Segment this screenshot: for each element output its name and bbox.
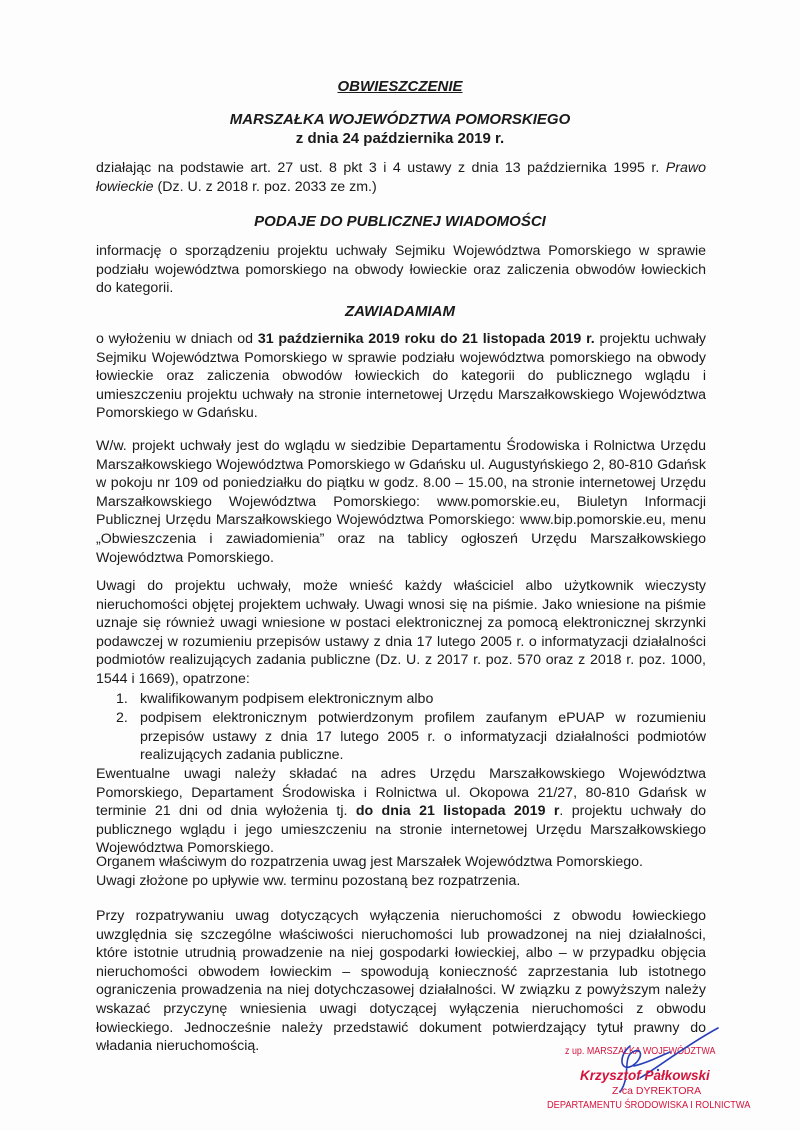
- submission-paragraph: Ewentualne uwagi należy składać na adres Urzędu Marszałkowskiego Województwa Pomorskiego, Departament Środowiska i Rolnictwa ul. Okopowa 21/27, 80-810 Gdańsk w terminie 21 dni od dnia wyłożenia tj. do dnia 21 listopada 2019 r. projektu uchwały do publicznego wglądu i jego umieszczeniu na stronie internetowej Urzędu Marszałkowskiego Województwa Pomorskiego.: [96, 766, 706, 857]
- list-item: 1. kwalifikowanym podpisem elektronicznym albo: [116, 691, 434, 707]
- legal-basis-paragraph: działając na podstawie art. 27 ust. 8 pkt 3 i 4 ustawy z dnia 13 października 1995 r. Prawo łowieckie (Dz. U. z 2018 r. poz. 2033 ze zm.): [96, 160, 706, 195]
- public-info-paragraph: informację o sporządzeniu projektu uchwały Sejmiku Województwa Pomorskiego w sprawie podziału województwa pomorskiego na obwody łowieckie oraz zaliczenia obwodów łowieckich do kategorii.: [96, 243, 706, 297]
- act-name: Prawo łowieckie: [96, 160, 706, 195]
- stamp-authorization: z up. MARSZAŁKA WOJEWÓDZTWA: [565, 1045, 716, 1057]
- document-date: z dnia 24 października 2019 r.: [295, 130, 505, 147]
- comments-paragraph: Uwagi do projektu uchwały, może wnieść każdy właściciel albo użytkownik wieczysty nieruchomości objętej projektem uchwały. Uwagi wnosi się na piśmie. Jako wniesione na piśmie uznaje się również uwagi wniesione w postaci elektronicznej za pomocą elektronicznej skrzynki podawczej w rozumieniu przepisów ustawy z dnia 17 lutego 2005 r. o informatyzacji działalności podmiotów realizujących zadania publiczne (Dz. U. z 2017 r. poz. 570 oraz z 2018 r. poz. 1000, 1544 i 1669), opatrzone:: [96, 578, 706, 687]
- exposure-paragraph: o wyłożeniu w dniach od 31 października 2019 roku do 21 listopada 2019 r. projektu uchwały Sejmiku Województwa Pomorskiego w sprawie podziału województwa pomorskiego na obwody łowieckie oraz zaliczenia obwodów łowieckich do kategorii do publicznego wglądu i umieszczeniu projektu uchwały na stronie internetowej Urzędu Marszałkowskiego Województwa Pomorskiego w Gdańsku.: [96, 331, 706, 422]
- document-title: OBWIESZCZENIE: [337, 78, 463, 95]
- inspection-paragraph: W/w. projekt uchwały jest do wglądu w siedzibie Departamentu Środowiska i Rolnictwa Urzędu Marszałkowskiego Województwa Pomorskiego w Gdańsku ul. Augustyńskiego 2, 80-810 Gdańsk w pokoju nr 109 od poniedziałku do piątku w godz. 8.00 – 15.00, na stronie internetowej Urzędu Marszałkowskiego Województwa Pomorskiego: www.pomorskie.eu, Biuletyn Informacji Publicznej Urzędu Marszałkowskiego Województwa Pomorskiego: www.bip.pomorskie.eu, menu „Obwieszczenia i zawiadomienia” oraz na tablicy ogłoszeń Urzędu Marszałkowskiego Województwa Pomorskiego.: [96, 438, 706, 566]
- signatory-name: Krzysztof Pałkowski: [580, 1068, 710, 1083]
- section-heading-public-info: PODAJE DO PUBLICZNEJ WIADOMOŚCI: [254, 213, 546, 230]
- issuer-heading: MARSZAŁKA WOJEWÓDZTWA POMORSKIEGO: [229, 111, 571, 128]
- exclusion-paragraph: Przy rozpatrywaniu uwag dotyczących wyłączenia nieruchomości z obwodu łowieckiego uwzględnia się szczególne właściwości nieruchomości lub prowadzonej na niej działalności, które istotnie utrudnią prowadzenie na niej gospodarki łowieckiej, albo – w przypadku objęcia nieruchomości obwodem łowieckim – spowodują konieczność zaprzestania lub istotnego ograniczenia prowadzenia na niej dotychczasowej działalności. W związku z powyższym należy wskazać przyczynę wniesienia uwagi dotyczącej wyłączenia nieruchomości z obwodu łowieckiego. Jednocześnie należy przedstawić dokument potwierdzający tytuł prawny do władania nieruchomością.: [96, 908, 706, 1055]
- deadline-date: do dnia 21 listopada 2019 r: [355, 803, 560, 820]
- section-heading-notify: ZAWIADAMIAM: [345, 303, 455, 320]
- exposure-dates: 31 października 2019 roku do 21 listopada 2019 r.: [257, 331, 595, 347]
- list-item: 2. podpisem elektronicznym potwierdzonym profilem zaufanym ePUAP w rozumieniu przepisów ustawy z dnia 17 lutego 2005 r. o informatyzacji działalności podmiotów realizujących zadania publiczne.: [116, 710, 706, 764]
- late-comments-paragraph: Uwagi złożone po upływie ww. terminu pozostaną bez rozpatrzenia.: [96, 873, 521, 889]
- authority-paragraph: Organem właściwym do rozpatrzenia uwag jest Marszałek Województwa Pomorskiego.: [96, 854, 643, 870]
- signatory-role: Z-ca DYREKTORA: [612, 1085, 702, 1097]
- signatory-department: DEPARTAMENTU ŚRODOWISKA I ROLNICTWA: [547, 1099, 751, 1111]
